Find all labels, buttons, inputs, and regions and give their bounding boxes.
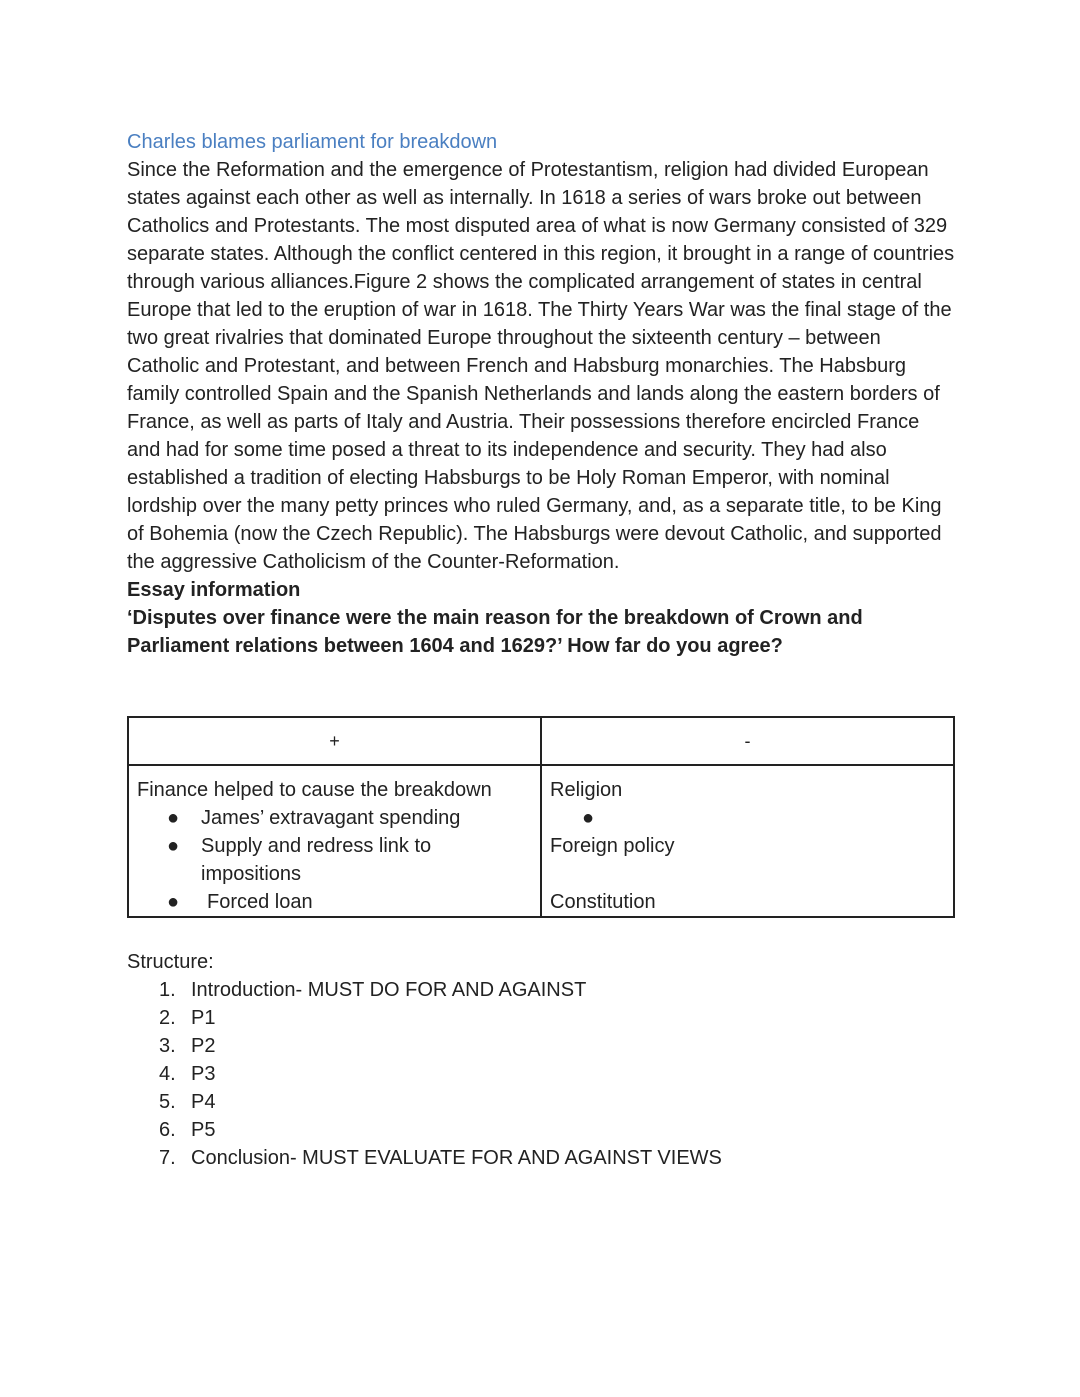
essay-label: Essay information (127, 579, 301, 601)
list-item: ● Forced loan (167, 888, 532, 916)
plus-header: + (128, 717, 541, 765)
list-item: 3. P2 (159, 1035, 216, 1057)
list-item: ● James’ extravagant spending (167, 804, 532, 832)
pros-cons-table-wrapper (127, 716, 955, 918)
structure-label: Structure: (127, 951, 214, 973)
list-item: 7. Conclusion- MUST EVALUATE FOR AND AGAINST VIEWS (159, 1147, 722, 1169)
bullet-icon: ● (582, 807, 595, 829)
structure-list (127, 976, 957, 1172)
list-item: 1. Introduction- MUST DO FOR AND AGAINST (159, 979, 587, 1001)
section-heading: Charles blames parliament for breakdown (127, 131, 498, 153)
list-item: 5. P4 (159, 1091, 216, 1113)
bullet-icon: ● (167, 807, 180, 829)
minus-cell (541, 765, 954, 917)
religion-label: Religion (550, 779, 623, 801)
minus-header: - (541, 717, 954, 765)
plus-cell-list (137, 804, 532, 916)
list-item: 2. P1 (159, 1007, 216, 1029)
list-item: 4. P3 (159, 1063, 216, 1085)
foreign-policy-label: Foreign policy (550, 835, 675, 857)
constitution-label: Constitution (550, 891, 656, 913)
body-paragraph: Since the Reformation and the emergence of Protestantism, religion had divided European states against each other as well as internally. In 1618 a series of wars broke out between Catholics and Protestants. The most disputed area of what is now Germany consisted of 329 separate states. Although the conflict centered in this region, it brought in a range of countries through various alliances.Figure 2 shows the complicated arrangement of states in central Europe that led to the eruption of war in 1618. The Thirty Years War was the final stage of the two great rivalries that dominated Europe throughout the sixteenth century – between Catholic and Protestant, and between French and Habsburg monarchies. The Habsburg family controlled Spain and the Spanish Netherlands and lands along the eastern borders of France, as well as parts of Italy and Austria. Their possessions therefore encircled France and had for some time posed a threat to its independence and security. They had also established a tradition of electing Habsburgs to be Holy Roman Emperor, with nominal lordship over the many petty princes who ruled Germany, and, as a separate title, to be King of Bohemia (now the Czech Republic). The Habsburgs were devout Catholic, and supported the aggressive Catholicism of the Counter-Reformation. (127, 159, 955, 573)
list-item: 6. P5 (159, 1119, 216, 1141)
bullet-icon: ● (167, 835, 180, 857)
document-page (127, 128, 957, 1172)
essay-question: ‘Disputes over finance were the main reason for the breakdown of Crown and Parliament relations between 1604 and 1629?’ How far do you agree? (127, 607, 863, 657)
pros-cons-table (127, 716, 955, 918)
structure-section (127, 948, 957, 1172)
spacer (550, 860, 945, 888)
list-item: ● Supply and redress link to impositions (167, 832, 532, 888)
plus-cell (128, 765, 541, 917)
plus-cell-title: Finance helped to cause the breakdown (137, 779, 492, 801)
bullet-icon: ● (167, 891, 180, 913)
